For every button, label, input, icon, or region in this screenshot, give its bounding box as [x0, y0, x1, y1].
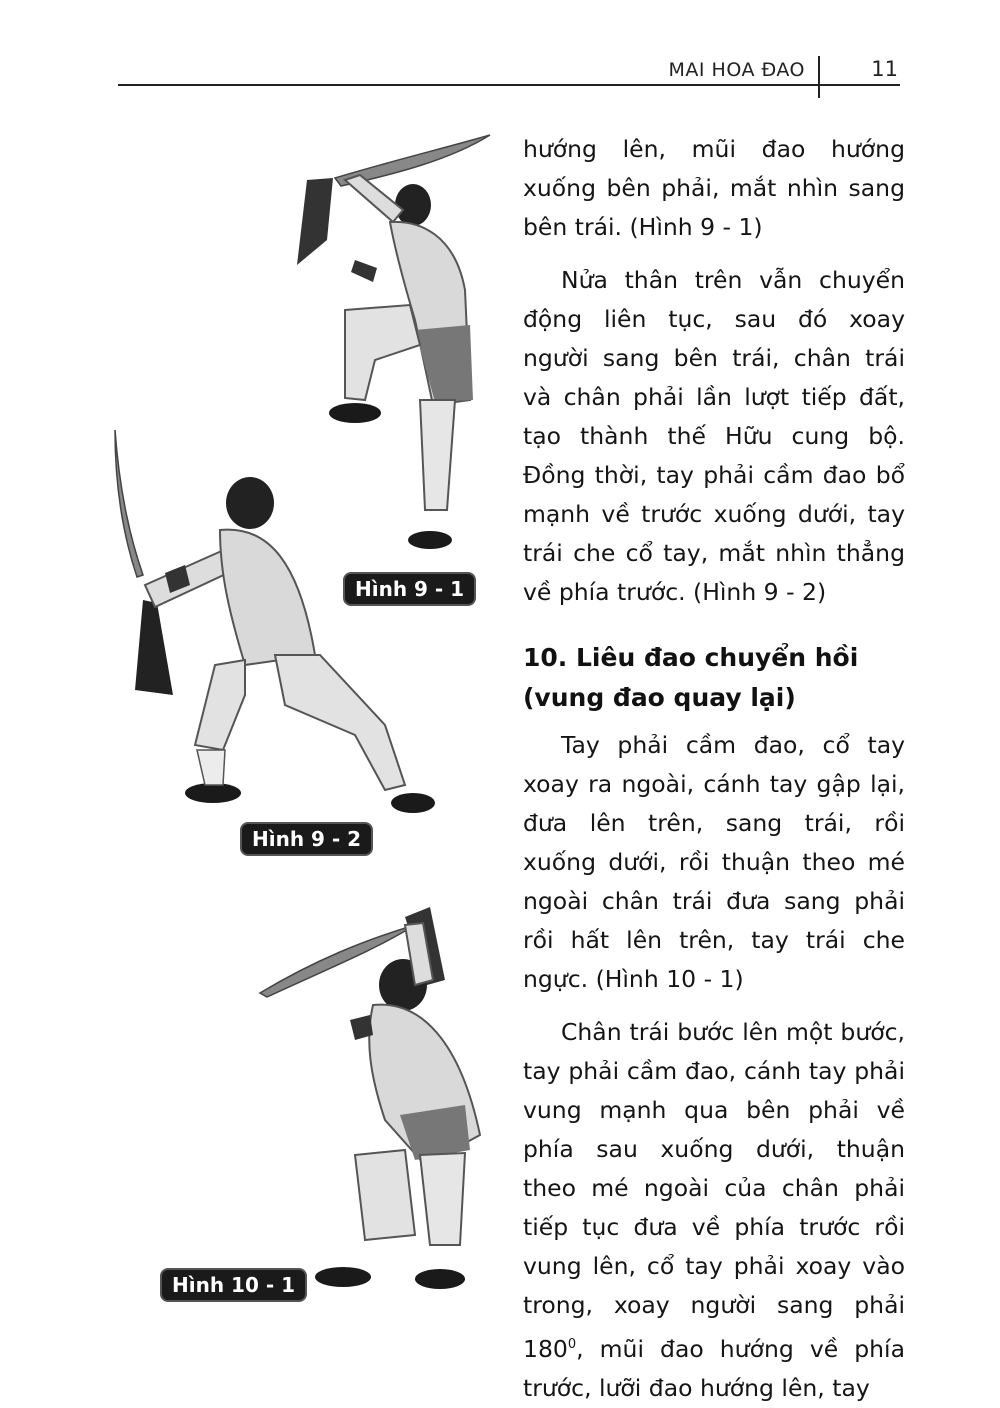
figure-10-1-illustration [255, 905, 500, 1300]
page-number: 11 [871, 57, 898, 81]
section-heading: 10. Liêu đao chuyển hồi (vung đao quay lại) [523, 643, 859, 712]
paragraph-4-start: Chân trái bước lên một bước, tay phải cầm đao, cánh tay phải vung mạnh qua bên phải về phía sau xuống dưới, thuận theo mé ngoài của chân phải tiếp tục đưa về phía trước rồi vung lên, cổ tay phải xoay vào trong, xoay người sang phải 180 [523, 1018, 905, 1363]
figure-9-2-caption: Hình 9 - 2 [240, 822, 373, 856]
paragraph-4 [523, 1013, 905, 1408]
running-header [118, 56, 900, 96]
figure-9-1-caption: Hình 9 - 1 [343, 572, 476, 606]
degree-superscript: 0 [567, 1337, 577, 1352]
header-title: MAI HOA ĐAO [668, 59, 805, 81]
body-text-column [523, 130, 905, 1408]
figure-9-2-illustration [105, 425, 450, 830]
figure-10-1-caption: Hình 10 - 1 [160, 1268, 307, 1302]
paragraph-1: hướng lên, mũi đao hướng xuống bên phải, mắt nhìn sang bên trái. (Hình 9 - 1) [523, 135, 905, 241]
paragraph-3: Tay phải cầm đao, cổ tay xoay ra ngoài, cánh tay gập lại, đưa lên trên, sang trái, rồi xuống dưới, rồi thuận theo mé ngoài chân trái đưa sang phải rồi hất lên trên, tay trái che ngực. (Hình 10 - 1) [523, 731, 905, 993]
paragraph-2: Nửa thân trên vẫn chuyển động liên tục, sau đó xoay người sang bên trái, chân trái và chân phải lần lượt tiếp đất, tạo thành thế Hữu cung bộ. Đồng thời, tay phải cầm đao bổ mạnh về trước xuống dưới, tay trái che cổ tay, mắt nhìn thẳng về phía trước. (Hình 9 - 2) [523, 266, 905, 606]
header-rule [118, 84, 900, 86]
paragraph-4-end: , mũi đao hướng về phía trước, lưỡi đao hướng lên, tay [523, 1334, 905, 1402]
header-divider [818, 56, 820, 98]
